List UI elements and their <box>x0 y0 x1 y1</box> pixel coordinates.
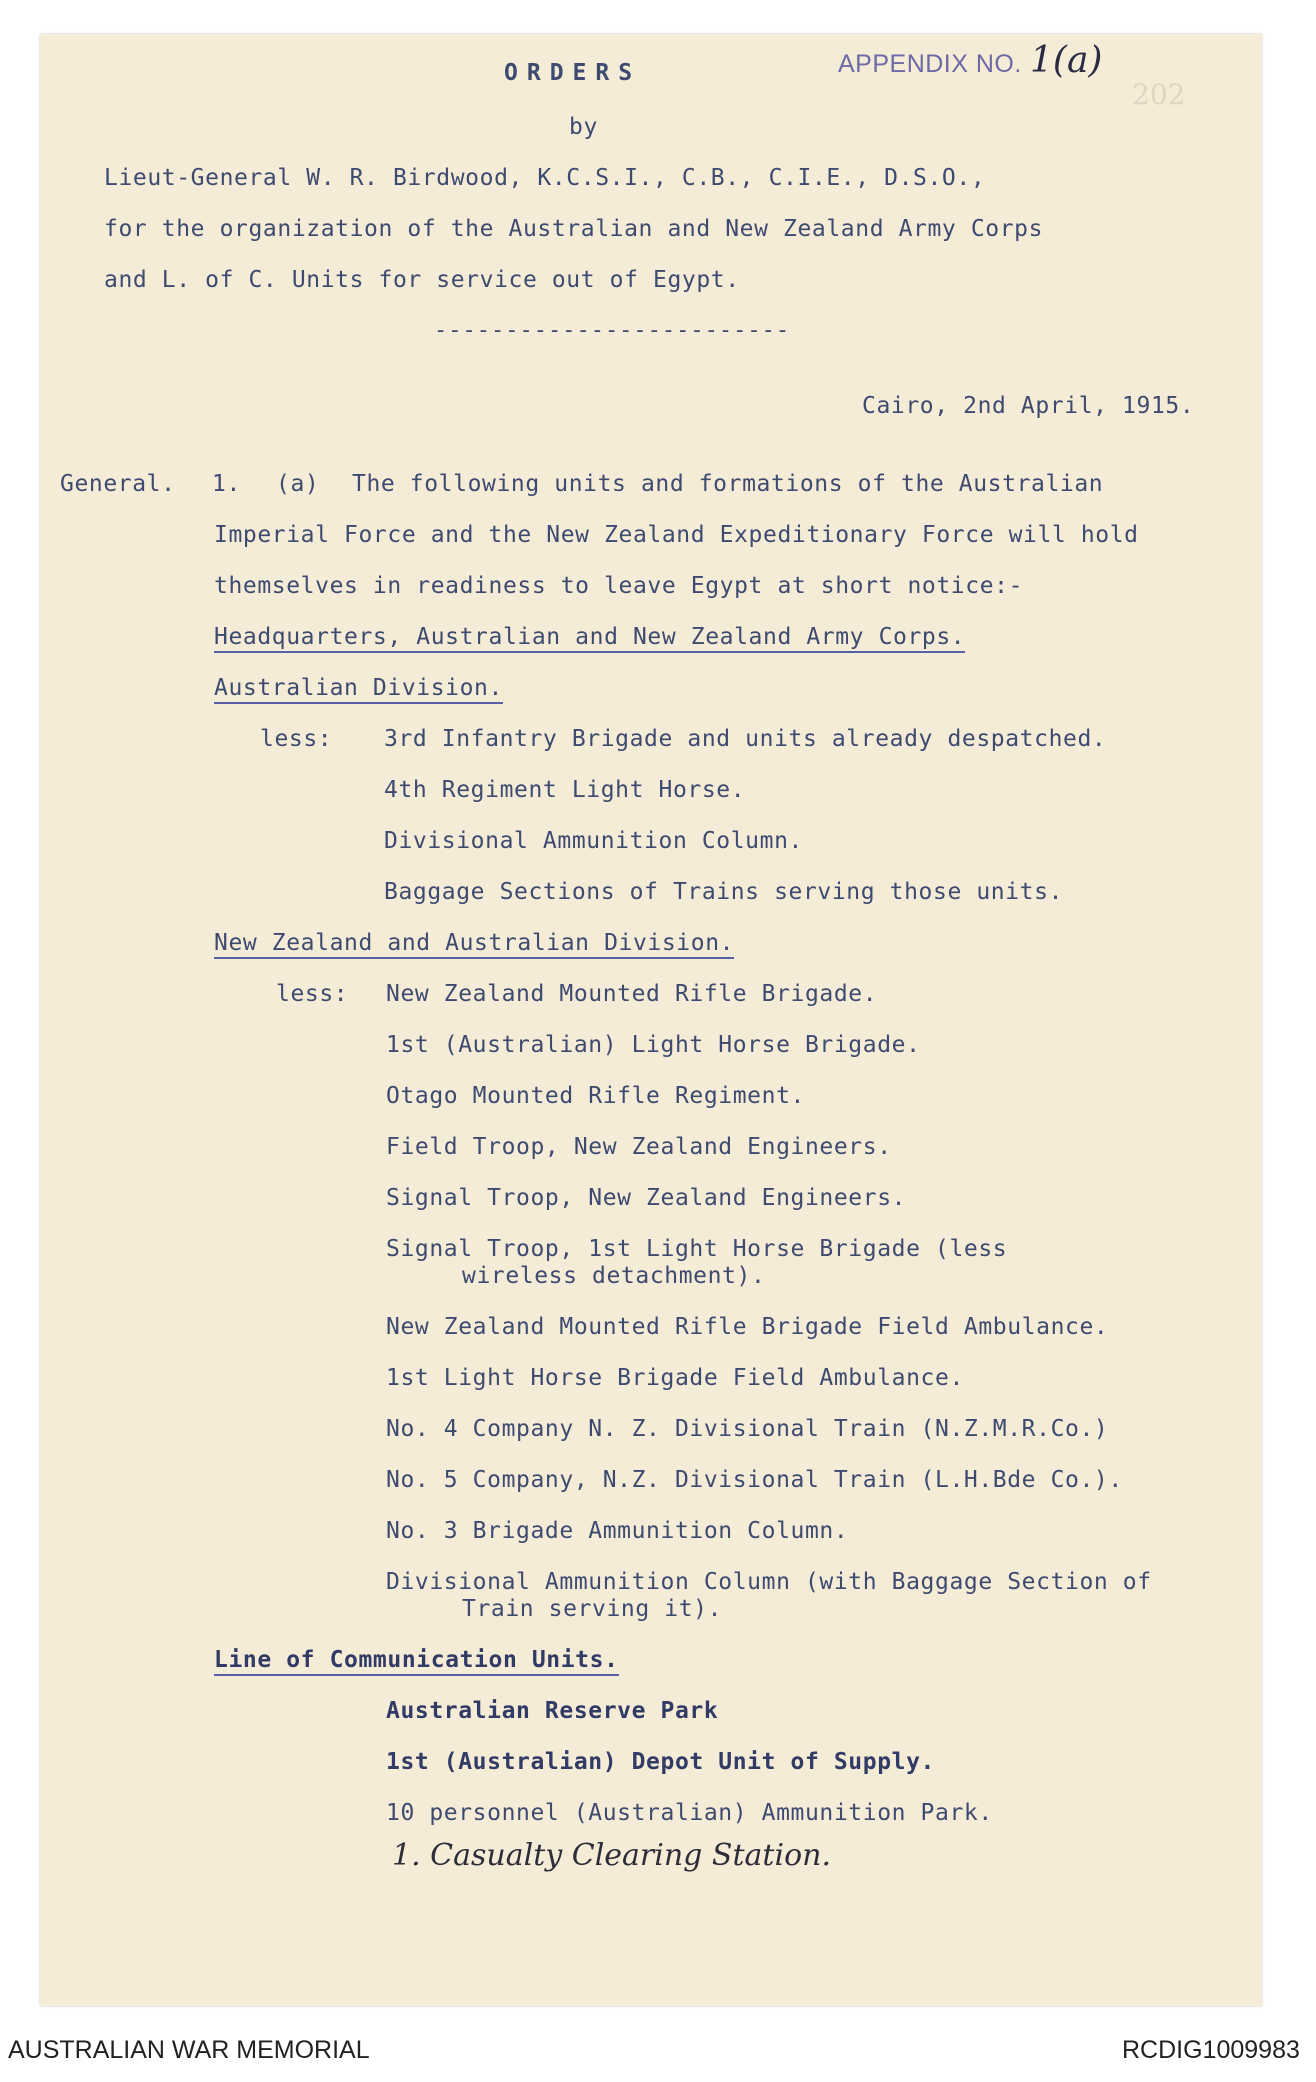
heading-headquarters: Headquarters, Australian and New Zealand Army Corps. <box>214 624 965 653</box>
nz-div-item: No. 3 Brigade Ammunition Column. <box>386 1518 849 1544</box>
nz-div-item: Field Troop, New Zealand Engineers. <box>386 1134 892 1160</box>
nz-div-item: 1st (Australian) Light Horse Brigade. <box>386 1032 921 1058</box>
nz-div-item: 1st Light Horse Brigade Field Ambulance. <box>386 1365 964 1391</box>
header-line-2: for the organization of the Australian and New Zealand Army Corps <box>104 216 1044 242</box>
header-line-1: Lieut-General W. R. Birdwood, K.C.S.I., C.B., C.I.E., D.S.O., <box>104 165 986 191</box>
nz-div-item: Divisional Ammunition Column (with Baggage Section of <box>386 1569 1152 1595</box>
nz-div-item-continued: wireless detachment). <box>462 1263 766 1289</box>
sub-paragraph-label: (a) <box>276 471 320 497</box>
header-line-3: and L. of C. Units for service out of Egypt. <box>104 267 740 293</box>
nz-div-item: No. 4 Company N. Z. Divisional Train (N.Z.M.R.Co.) <box>386 1416 1109 1442</box>
nz-div-item: New Zealand Mounted Rifle Brigade Field Ambulance. <box>386 1314 1109 1340</box>
handwritten-addition: 1. Casualty Clearing Station. <box>392 1838 831 1873</box>
nz-div-item: New Zealand Mounted Rifle Brigade. <box>386 981 878 1007</box>
document-date: Cairo, 2nd April, 1915. <box>862 393 1195 419</box>
appendix-number-handwritten: 1(a) <box>1030 40 1103 81</box>
nz-div-item: Signal Troop, 1st Light Horse Brigade (less <box>386 1236 1008 1262</box>
loc-item: 1st (Australian) Depot Unit of Supply. <box>386 1749 935 1775</box>
heading-line-of-communication: Line of Communication Units. <box>214 1647 619 1676</box>
nz-div-item: Signal Troop, New Zealand Engineers. <box>386 1185 907 1211</box>
heading-australian-division: Australian Division. <box>214 675 503 704</box>
nz-div-less-label: less: <box>276 981 349 1007</box>
loc-item: Australian Reserve Park <box>386 1698 719 1724</box>
aus-div-item: 4th Regiment Light Horse. <box>384 777 746 803</box>
paragraph-number: 1. <box>212 471 241 497</box>
aus-div-item: 3rd Infantry Brigade and units already despatched. <box>384 726 1107 752</box>
nz-div-item: Otago Mounted Rifle Regiment. <box>386 1083 805 1109</box>
header-divider: ------------------------- <box>434 318 791 343</box>
nz-div-item: No. 5 Company, N.Z. Divisional Train (L.H.Bde Co.). <box>386 1467 1123 1493</box>
page-number-stamp: 202 <box>1132 78 1186 111</box>
aus-div-item: Baggage Sections of Trains serving those units. <box>384 879 1064 905</box>
footer-institution: AUSTRALIAN WAR MEMORIAL <box>8 2036 370 2064</box>
intro-line-2: Imperial Force and the New Zealand Expeditionary Force will hold <box>214 522 1139 548</box>
appendix-label: APPENDIX NO. <box>838 50 1022 78</box>
loc-item: 10 personnel (Australian) Ammunition Park. <box>386 1800 993 1826</box>
heading-nz-australian-division: New Zealand and Australian Division. <box>214 930 734 959</box>
aus-div-item: Divisional Ammunition Column. <box>384 828 803 854</box>
orders-by: by <box>569 114 598 140</box>
intro-line-3: themselves in readiness to leave Egypt at short notice:- <box>214 573 1024 599</box>
nz-div-item-continued: Train serving it). <box>462 1596 723 1622</box>
aus-div-less-label: less: <box>260 726 333 752</box>
orders-title: ORDERS <box>504 60 642 86</box>
footer-record-id: RCDIG1009983 <box>1122 2036 1300 2064</box>
intro-line-1: The following units and formations of the Australian <box>352 471 1104 497</box>
margin-label-general: General. <box>60 471 176 497</box>
